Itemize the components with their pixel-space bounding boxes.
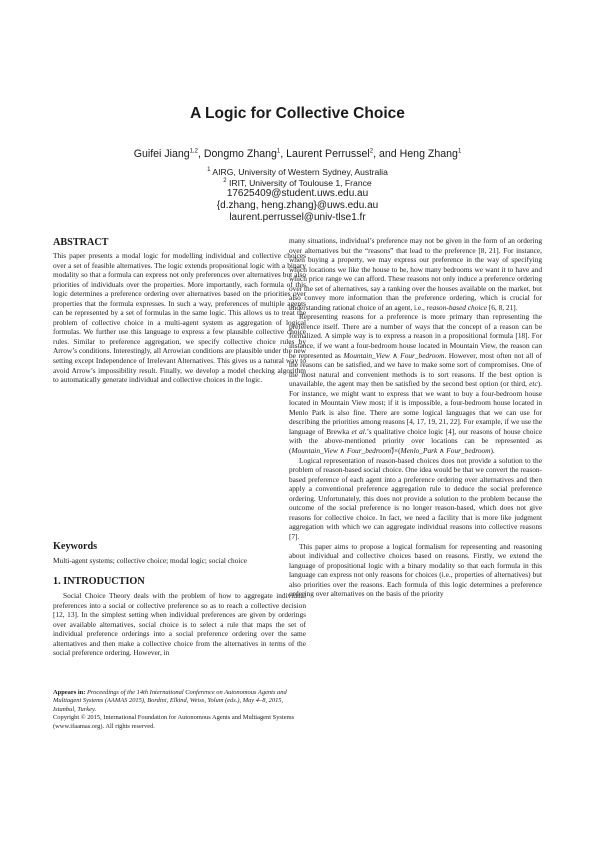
author-affil-mark: 1,2 — [189, 148, 198, 155]
footnote-label: Appears in: — [53, 689, 86, 696]
body-paragraph — [289, 236, 542, 312]
author-email: laurent.perrussel@univ-tlse1.fr — [229, 212, 366, 223]
abstract-body — [53, 251, 306, 385]
paper-title: A Logic for Collective Choice — [190, 105, 405, 122]
emphasis-term: etc — [529, 379, 538, 389]
emphasis-term: et al. — [351, 426, 367, 436]
author-affil-mark: 1 — [276, 148, 281, 155]
logic-formula: Menlo_Park ∧ Four_bedroom — [400, 446, 491, 456]
keywords-text: Multi-agent systems; collective choice; modal logic; social choice — [53, 556, 247, 565]
footnote-copyright: Copyright © 2015, International Foundation for Autonomous Agents and Multiagent Systems (www.ifaamas.org). All rights reserved. — [53, 714, 295, 730]
affiliation-mark: 2 — [223, 178, 227, 185]
footnote-proceedings — [53, 689, 306, 714]
keywords-heading: Keywords — [53, 541, 98, 552]
abstract-heading: ABSTRACT — [53, 237, 109, 248]
paragraph-text: ’s qualitative choice logic [4], our reasons of house choice with the above-mentioned priority over locations can be represented as ( — [289, 426, 543, 456]
logic-formula: Mountain_View ∧ Four_bedroom — [291, 446, 392, 456]
ordered-disjunction-symbol: )⃗×( — [391, 446, 401, 456]
affiliation-text: AIRG, University of Western Sydney, Australia — [212, 167, 388, 177]
emphasis-term: reason-based choice — [426, 302, 487, 312]
affiliation-text: IRIT, University of Toulouse 1, France — [229, 178, 372, 188]
paragraph-text: ). For instance, we might want to express that we want to buy a four-bedroom house located in Mountain View most; if it is impossible, a four-bedroom house located in Menlo Park is also fine. There are some logical languages that we can use for describing the priorities among reasons [4, 17, 19, 21, 22]. For example, if we use the language of Brewka — [289, 379, 542, 436]
author-list: Guifei Jiang$^{1,2}$, Dongmo Zhang$^1$, Laurent Perrussel$^2$, and Heng Zhang$^1$ — [133, 148, 462, 160]
introduction-body — [53, 591, 306, 658]
author-email: {d.zhang, heng.zhang}@uws.edu.au — [216, 200, 379, 211]
body-paragraph: Logical representation of reason-based choices does not provide a solution to the problem of reason-based social choice. One idea would be that we convert the reason-based preference of each agent into a preference ordering over alternatives and then apply a conventional preference aggregation rule to deduce the social preference ordering. Unfortunately, this does not provide a solution to the problem because the outcome of the social preference is no longer reason-based, which does not give reasons for collective choice. In fact, we need a facility that is more like judgment aggregation with which we can aggregate individual reasons into collective reasons [7]. — [289, 455, 542, 541]
abstract-text: This paper presents a modal logic for modelling individual and collective choices over a set of feasible alternatives. The logic extends propositional logic with a binary modality so that a formula can express not only preferences over alternatives but also priorities of individuals over the properties. More importantly, each formula of this logic determines a preference ordering over alternatives based on the priorities over properties that the formula expresses. In such a way, preferences of multiple agents can be represented by a set of formulas in the same logic. This allows us to treat the problem of collective choice in a multi-agent system as aggregation of logical formulas. We further use this language to express a few plausible collective choice rules. Similar to preference aggregation, we specify collective choice rules by Arrow’s conditions. Interestingly, all Arrowian conditions are plausible under the new setting except Independence of Irrelevant Alternatives. This gives us a natural way to avoid Arrow’s impossibility result. Finally, we develop a model checking algorithm to automatically generate individual and collective choices in the logic. — [53, 251, 306, 385]
affiliation-mark: 1 — [207, 167, 211, 174]
author-name: Guifei Jiang — [133, 148, 190, 160]
right-column-body — [289, 236, 542, 599]
author-name: Dongmo Zhang — [203, 148, 277, 160]
paragraph-text: Representing reasons for a preference is more primary than representing the preference itself. There are a number of ways that the concept of a reason can be formalized. A simple way is to express a reason in a propositional formula [18]. For instance, if we want a four-bedroom house located in Mountain View, the reason can be represented as — [289, 312, 542, 360]
paragraph-text: many situations, individual’s preference may not be given in the form of an ordering over alternatives but the “reasons” that lead to the preference [8, 21]. For instance, when buying a property, we may express our preference in the way of specifying which locations we like the house to be, how many bedrooms we want it to have and which price range we can afford. These reasons not only induce a preference ordering over the set of alternatives, say a ranking over the houses available on the market, but also convey more information than the preference ordering, which is crucial for understanding rational choice of an agent, i.e., — [289, 236, 542, 312]
paragraph-text: ). — [490, 446, 495, 456]
citation-ref: [6, 8, 21]. — [488, 302, 518, 312]
logic-formula: Mountain_View ∧ Four_bedroom — [343, 350, 445, 360]
footnote-venue: Proceedings of the 14th International Conference on Autonomous Agents and Multiagent Systems (AAMAS 2015), Bordini, Elkind, Weiss, Yolum (eds.), May 4–8, 2015, Istanbul, Turkey. — [53, 689, 287, 713]
body-paragraph — [289, 312, 542, 455]
copyright-footnote — [53, 689, 306, 731]
paragraph-text: . However, most often not all of the reasons can be satisfied, and we have to make some sort of compromises. One of the most natural and convenient methods is to sort reasons. If the best option is unavailable, the agent may then be satisfied by the second best option (or third, — [289, 350, 542, 389]
author-affil-mark: 1 — [457, 148, 462, 155]
author-email: 17625409@student.uws.edu.au — [226, 188, 369, 199]
introduction-paragraph: Social Choice Theory deals with the problem of how to aggregate individual preferences into a social or collective preference so as to reach a collective decision [12, 13]. In the simplest setting when individual preferences are given by orderings over available alternatives, social choice is to select a rule that maps the set of individual preference orderings into a social preference ordering over the same alternatives and then make a collective choice from the alternatives in terms of the social preference ordering. However, in — [53, 591, 306, 658]
introduction-heading: 1. INTRODUCTION — [53, 576, 145, 587]
body-paragraph: This paper aims to propose a logical formalism for representing and reasoning about individual and collective choices based on reasons. Firstly, we extend the language of propositional logic with a binary modality so that each formula in this language can express not only reasons for choices (i.e., properties of alternatives) but also priorities over the reasons. Each formula of this logic determines a preference ordering over alternatives on the basis of the priority — [289, 541, 542, 599]
author-name: Laurent Perrussel — [286, 148, 370, 160]
author-name: Heng Zhang — [399, 148, 458, 160]
author-affil-mark: 2 — [369, 148, 374, 155]
keywords-body — [53, 556, 306, 566]
